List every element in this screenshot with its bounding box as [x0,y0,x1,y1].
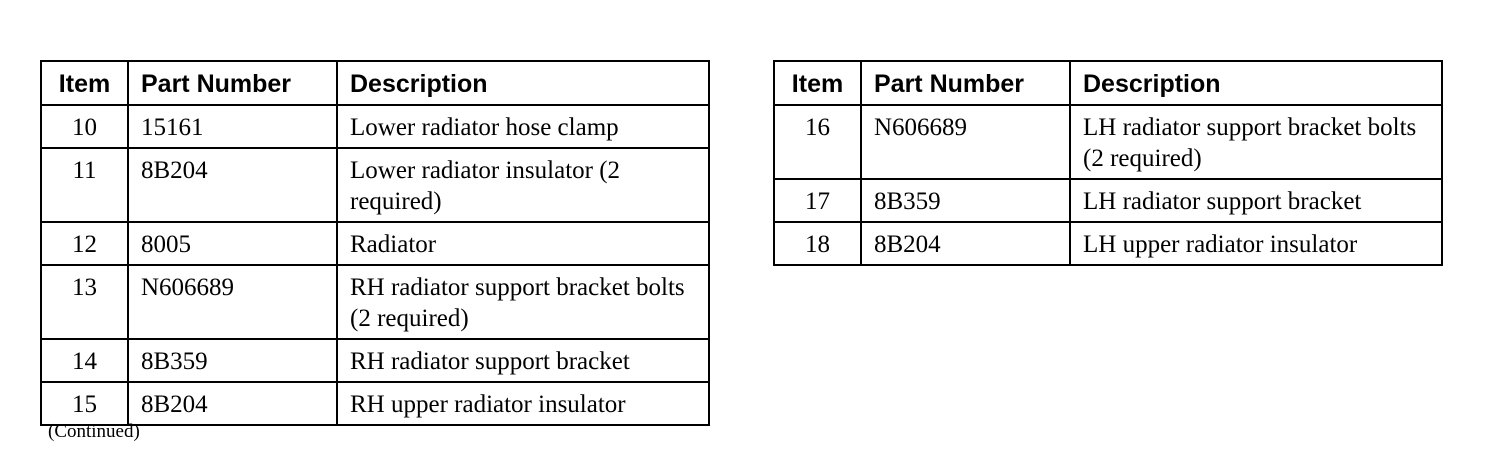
table-row [774,179,1442,222]
header-part-number: Part Number [861,61,1070,105]
item-cell: 18 [774,222,861,265]
description-cell: LH radiator support bracket [1070,179,1442,222]
table-row [774,105,1442,179]
header-description: Description [337,61,709,105]
item-cell: 11 [41,148,128,222]
parts-table-right [773,60,1443,266]
part-number-cell: 15161 [128,105,337,148]
header-part-number: Part Number [128,61,337,105]
description-cell: RH upper radiator insulator [337,382,709,425]
header-item: Item [41,61,128,105]
header-item: Item [774,61,861,105]
table-row [41,148,709,222]
continued-note: (Continued) [48,421,140,442]
description-cell: RH radiator support bracket bolts (2 required) [337,265,709,339]
item-cell: 13 [41,265,128,339]
description-cell: Lower radiator insulator (2 required) [337,148,709,222]
item-cell: 14 [41,339,128,382]
item-cell: 12 [41,222,128,265]
description-cell: LH radiator support bracket bolts (2 required) [1070,105,1442,179]
parts-table-left [40,60,710,426]
description-cell: Radiator [337,222,709,265]
item-cell: 16 [774,105,861,179]
part-number-cell: 8B359 [128,339,337,382]
part-number-cell: 8B204 [861,222,1070,265]
table-row [41,339,709,382]
item-cell: 17 [774,179,861,222]
description-cell: Lower radiator hose clamp [337,105,709,148]
table-row [41,105,709,148]
description-cell: RH radiator support bracket [337,339,709,382]
part-number-cell: 8B359 [861,179,1070,222]
table-header-row [774,61,1442,105]
item-cell: 15 [41,382,128,425]
part-number-cell: N606689 [128,265,337,339]
part-number-cell: N606689 [861,105,1070,179]
part-number-cell: 8005 [128,222,337,265]
table-row [41,265,709,339]
item-cell: 10 [41,105,128,148]
part-number-cell: 8B204 [128,382,337,425]
header-description: Description [1070,61,1442,105]
part-number-cell: 8B204 [128,148,337,222]
table-row [41,382,709,425]
table-header-row [41,61,709,105]
table-row [41,222,709,265]
table-row [774,222,1442,265]
description-cell: LH upper radiator insulator [1070,222,1442,265]
